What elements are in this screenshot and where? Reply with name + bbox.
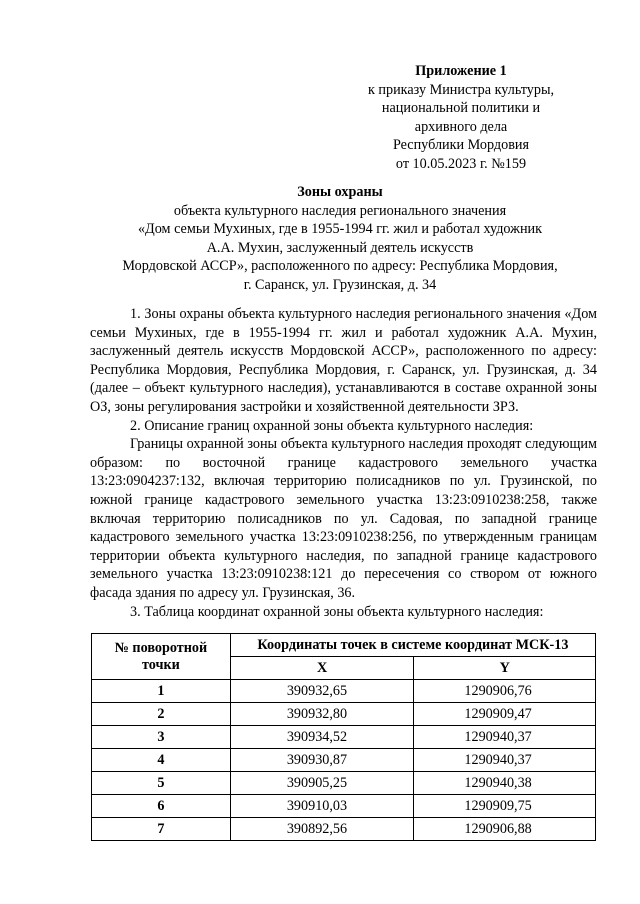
point-number: 4 (92, 749, 231, 772)
header-point-number: № поворотной точки (92, 634, 231, 680)
point-number: 5 (92, 772, 231, 795)
heading-line: А.А. Мухин, заслуженный деятель искусств (206, 239, 474, 256)
coordinates-table (91, 633, 596, 841)
x-value: 390930,87 (230, 749, 414, 772)
appendix-header (341, 62, 581, 174)
document-heading (90, 183, 590, 295)
point-number: 2 (92, 703, 231, 726)
document-body (90, 305, 597, 621)
header-x: X (230, 657, 414, 680)
table-row (92, 680, 596, 703)
paragraph-4: 3. Таблица координат охранной зоны объекта культурного наследия: (130, 603, 544, 620)
point-number: 6 (92, 795, 231, 818)
appendix-line: Республики Мордовия (392, 137, 530, 154)
heading-line: г. Саранск, ул. Грузинская, д. 34 (243, 276, 437, 293)
header-y: Y (414, 657, 596, 680)
y-value: 1290906,76 (414, 680, 596, 703)
appendix-line: к приказу Министра культуры, (367, 81, 555, 98)
y-value: 1290940,37 (414, 749, 596, 772)
table-row (92, 772, 596, 795)
table-row (92, 726, 596, 749)
y-value: 1290909,47 (414, 703, 596, 726)
x-value: 390934,52 (230, 726, 414, 749)
heading-line: объекта культурного наследия регионального значения (173, 202, 507, 219)
table-row (92, 795, 596, 818)
y-value: 1290940,37 (414, 726, 596, 749)
header-coordinates: Координаты точек в системе координат МСК-13 (230, 634, 595, 657)
point-number: 7 (92, 818, 231, 841)
heading-title: Зоны охраны (297, 184, 383, 200)
point-number: 3 (92, 726, 231, 749)
y-value: 1290906,88 (414, 818, 596, 841)
x-value: 390892,56 (230, 818, 414, 841)
y-value: 1290909,75 (414, 795, 596, 818)
table-header-row (92, 634, 596, 657)
x-value: 390905,25 (230, 772, 414, 795)
appendix-title: Приложение 1 (415, 63, 507, 79)
paragraph-1: 1. Зоны охраны объекта культурного наследия регионального значения «Дом семьи Мухиных, где в 1955-1994 гг. жил и работал художник А.А. Мухин, заслуженный деятель искусств Мордовской АССР», расположенного по адресу: Республика Мордовия, Республика Мордовия, г. Саранск, ул. Грузинская, д. 34 (далее – объект культурного наследия), устанавливаются в составе охранной зоны ОЗ, зоны регулирования застройки и хозяйственной деятельности ЗРЗ. (90, 306, 597, 415)
paragraph-2: 2. Описание границ охранной зоны объекта культурного наследия: (130, 417, 534, 434)
appendix-line: архивного дела (414, 118, 508, 135)
heading-line: «Дом семьи Мухиных, где в 1955-1994 гг. жил и работал художник (137, 221, 543, 238)
paragraph-3: Границы охранной зоны объекта культурного наследия проходят следующим образом: по восточной границе кадастрового земельного участка 13:23:0904237:132, включая территорию полисадников по ул. Грузинской, по южной границе кадастрового земельного участка 13:23:0910238:258, также включая территорию полисадников по ул. Садовая, по западной границе кадастрового земельного участка 13:23:0910238:256, по утвержденным границам территории объекта культурного наследия, по западной границе кадастрового земельного участка 13:23:0910238:121 до пересечения со створом от южного фасада здания по адресу ул. Грузинская, 36. (90, 436, 597, 601)
heading-line: Мордовской АССР», расположенного по адресу: Республика Мордовия, (122, 258, 558, 275)
appendix-line: национальной политики и (381, 100, 541, 117)
x-value: 390932,80 (230, 703, 414, 726)
appendix-line: от 10.05.2023 г. №159 (395, 155, 527, 172)
x-value: 390910,03 (230, 795, 414, 818)
x-value: 390932,65 (230, 680, 414, 703)
point-number: 1 (92, 680, 231, 703)
y-value: 1290940,38 (414, 772, 596, 795)
table-row (92, 703, 596, 726)
table-row (92, 749, 596, 772)
table-row (92, 818, 596, 841)
